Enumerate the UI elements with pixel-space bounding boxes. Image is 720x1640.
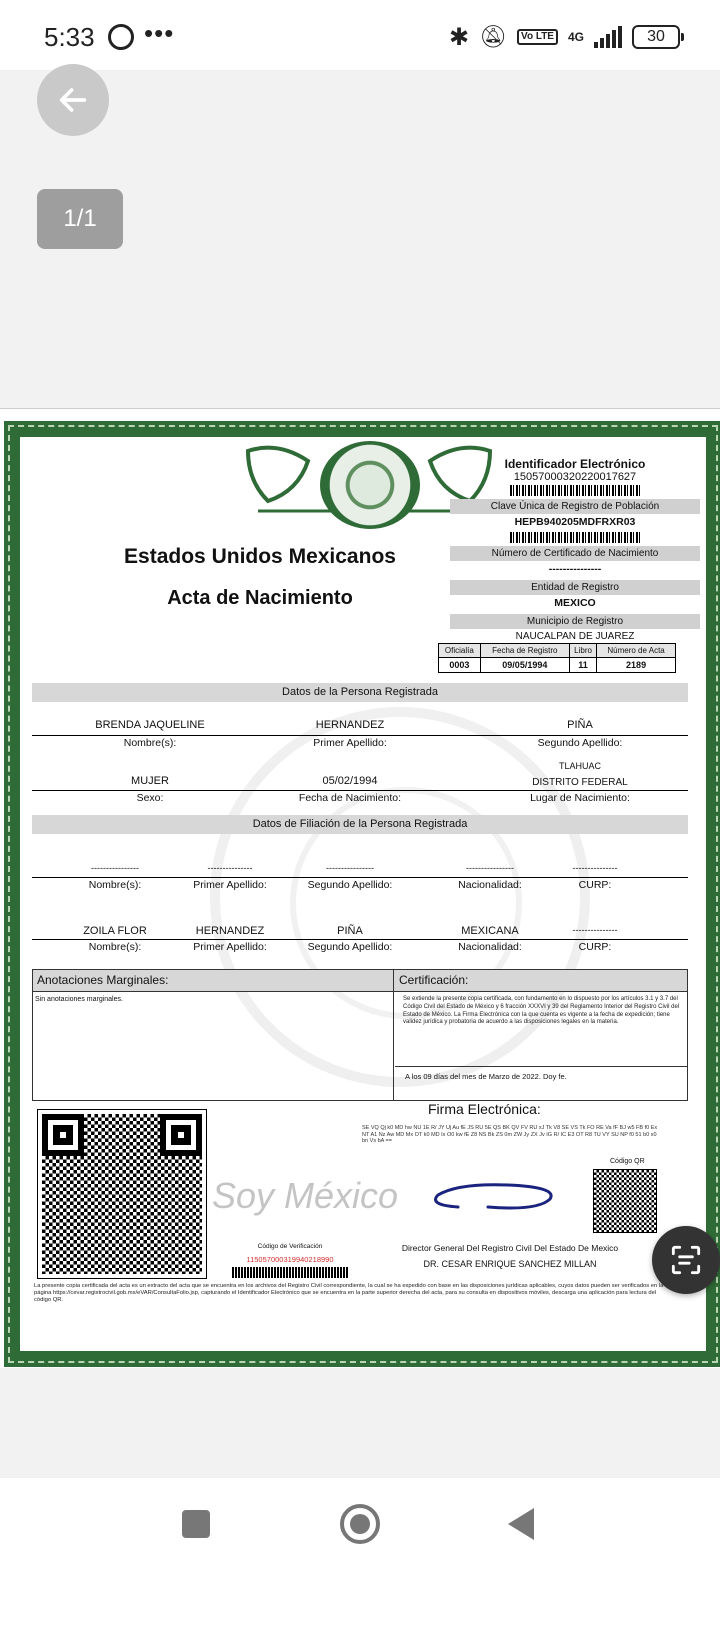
table-cell: 09/05/1994 — [480, 658, 569, 673]
parent2-nationality: MEXICANA — [461, 925, 519, 937]
curp-barcode — [510, 532, 640, 543]
parent2-surname1-label: Primer Apellido: — [193, 941, 267, 953]
person-birthplace-1: TLAHUAC — [558, 761, 601, 771]
table-header: Fecha de Registro — [480, 644, 569, 658]
municipio-label: Municipio de Registro — [450, 614, 700, 629]
parent1-curp: --------------- — [572, 863, 618, 873]
parent1-surname2: ---------------- — [326, 863, 374, 873]
verification-code: 115057000319940218990 — [246, 1255, 334, 1264]
parent1-surname2-label: Segundo Apellido: — [307, 879, 393, 891]
id-label: Identificador Electrónico — [504, 457, 646, 471]
verification-barcode — [232, 1267, 348, 1278]
table-cell: 2189 — [597, 658, 676, 673]
divider — [32, 877, 688, 878]
id-barcode — [510, 485, 640, 496]
scan-text-button[interactable] — [652, 1226, 720, 1294]
parent1-nationality-label: Nacionalidad: — [458, 879, 522, 891]
municipio-value: NAUCALPAN DE JUAREZ — [515, 631, 635, 642]
firma-hash: SE VQ Qj k0 MD hw NU 1E R/ JY Uj Au fE JS RU 5E QS BK QV FV RU xJ Tk V8 SE VS Tk FO RE Va fF BJ w5 FB f0 Ex NT A1 Nz Aw MD Mx OT k0 MD Ix O0 kw fE Z8 NS Bk ZS 0m ZW Jy ZX Jv IG R/ IC E3 OT R8 TU VY SU NP f0 51 b0 x0 bn Vs bA == — [362, 1125, 658, 1145]
person-birthplace-label: Lugar de Nacimiento: — [530, 792, 630, 804]
parent1-curp-label: CURP: — [578, 879, 612, 891]
identifier-panel — [450, 457, 700, 644]
system-back-button[interactable] — [508, 1508, 534, 1540]
person-dob-label: Fecha de Nacimiento: — [298, 792, 402, 804]
page-indicator: 1/1 — [37, 189, 123, 249]
firma-title: Firma Electrónica: — [428, 1101, 541, 1117]
parent1-name-label: Nombre(s): — [88, 879, 142, 891]
more-notifications-icon: ••• — [144, 18, 175, 48]
person-surname2: PIÑA — [567, 719, 593, 731]
parent1-surname1: --------------- — [207, 863, 253, 873]
person-birthplace-2: DISTRITO FEDERAL — [532, 777, 628, 788]
qr-label: Código QR — [610, 1158, 645, 1165]
marginal-title: Anotaciones Marginales: — [37, 973, 169, 987]
parent2-nationality-label: Nacionalidad: — [458, 941, 522, 953]
divider — [32, 939, 688, 940]
status-icons — [449, 22, 680, 52]
battery-icon: 30 — [632, 25, 680, 49]
person-dob: 05/02/1994 — [322, 775, 378, 787]
document-frame — [4, 421, 720, 1367]
table-cell: 11 — [569, 658, 596, 673]
person-sex-label: Sexo: — [136, 792, 164, 804]
footnote: La presente copia certificada del acta es un extracto del acta que se encuentra en los archivos del Registro Civil correspondiente, la cual se ha expedido con base en las disposiciones jurídicas aplicables, cuyos datos pueden ser verificados en la página https://cevar.registrocivil.gob.mx/eVAR/ConsultaFolio.jsp, capturando el Identificador Electrónico que se encuentra en la parte superior derecha del acta, para su consulta en dispositivos móviles, descarga una aplicación para lectura del código QR. — [34, 1283, 664, 1304]
document-country: Estados Unidos Mexicanos — [124, 545, 396, 568]
director-title: Director General Del Registro Civil Del Estado De Mexico — [401, 1243, 619, 1253]
bluetooth-icon: ✱ — [448, 23, 470, 51]
parent1-nationality: ---------------- — [466, 863, 514, 873]
parent2-name-label: Nombre(s): — [88, 941, 142, 953]
signal-icon — [594, 26, 622, 48]
table-header: Oficialía — [439, 644, 481, 658]
person-name: BRENDA JAQUELINE — [95, 719, 205, 731]
soy-mexico-logo: Soy México — [212, 1175, 399, 1216]
document-content — [20, 437, 706, 1351]
status-time: 5:33 — [44, 22, 95, 52]
network-type: 4G — [567, 30, 584, 44]
whatsapp-icon — [108, 24, 134, 50]
director-name: DR. CESAR ENRIQUE SANCHEZ MILLAN — [423, 1259, 597, 1269]
divider — [32, 790, 688, 791]
person-surname2-label: Segundo Apellido: — [537, 737, 623, 749]
person-surname1-label: Primer Apellido: — [313, 737, 387, 749]
section-filiation-header: Datos de Filiación de la Persona Registrada — [32, 815, 688, 834]
parent2-surname1: HERNANDEZ — [195, 925, 265, 937]
cert-number-label: Número de Certificado de Nacimiento — [450, 546, 700, 561]
cert-number-value: --------------- — [548, 563, 602, 575]
status-bar — [0, 0, 720, 70]
curp-label: Clave Única de Registro de Población — [450, 499, 700, 514]
person-surname1: HERNANDEZ — [315, 719, 385, 731]
annotations-certification-box — [32, 969, 688, 1101]
navigation-bar — [0, 1478, 720, 1640]
marginal-text: Sin anotaciones marginales. — [35, 996, 123, 1003]
id-value: 15057000320220017627 — [513, 471, 637, 483]
parent2-curp-label: CURP: — [578, 941, 612, 953]
parent2-name: ZOILA FLOR — [83, 925, 147, 937]
person-name-label: Nombre(s): — [123, 737, 177, 749]
document-type: Acta de Nacimiento — [167, 587, 353, 609]
parent2-curp: --------------- — [572, 925, 618, 935]
table-cell: 0003 — [439, 658, 481, 673]
home-button[interactable] — [340, 1504, 380, 1544]
certification-title: Certificación: — [399, 973, 469, 987]
certification-text: Se extiende la presente copia certificada, con fundamento en lo dispuesto por los artículos 3.1 y 3.7 del Código Civil del Estado de México y 6 fracción XXXVI y 39 del Reglamento Interior del Registro Civil del Estado de México. La Firma Electrónica con la que cuenta es vigente a la fecha de expedición; tiene validez jurídica y probatoria de acuerdo a las disposiciones legales en la materia. — [403, 996, 680, 1026]
arrow-left-icon — [56, 83, 90, 117]
document-page[interactable] — [0, 408, 720, 1368]
volte-icon: Vo LTE — [517, 29, 558, 45]
divider — [32, 735, 688, 736]
box-divider — [393, 970, 394, 1100]
parent1-name: ---------------- — [91, 863, 139, 873]
parent2-surname2: PIÑA — [337, 925, 363, 937]
table-header: Libro — [569, 644, 596, 658]
entidad-value: MEXICO — [554, 597, 596, 609]
person-sex: MUJER — [131, 775, 169, 787]
national-seal-icon — [320, 441, 420, 529]
parent1-surname1-label: Primer Apellido: — [193, 879, 267, 891]
curp-value: HEPB940205MDFRXR03 — [514, 516, 636, 528]
verification-qr-code — [38, 1110, 206, 1278]
back-button[interactable] — [37, 64, 109, 136]
parent2-surname2-label: Segundo Apellido: — [307, 941, 393, 953]
small-qr-code — [594, 1170, 656, 1232]
entidad-label: Entidad de Registro — [450, 580, 700, 595]
certification-date: A los 09 días del mes de Marzo de 2022. Doy fe. — [405, 1072, 567, 1081]
section-person-header: Datos de la Persona Registrada — [32, 683, 688, 702]
scan-text-icon — [667, 1241, 705, 1279]
recent-apps-button[interactable] — [182, 1510, 210, 1538]
verification-label: Código de Verificación — [257, 1243, 323, 1250]
mute-icon: 🔕︎ — [479, 24, 508, 49]
signature-icon — [428, 1177, 568, 1217]
divider — [395, 1066, 687, 1067]
table-header: Número de Acta — [597, 644, 676, 658]
registry-table — [438, 643, 676, 673]
